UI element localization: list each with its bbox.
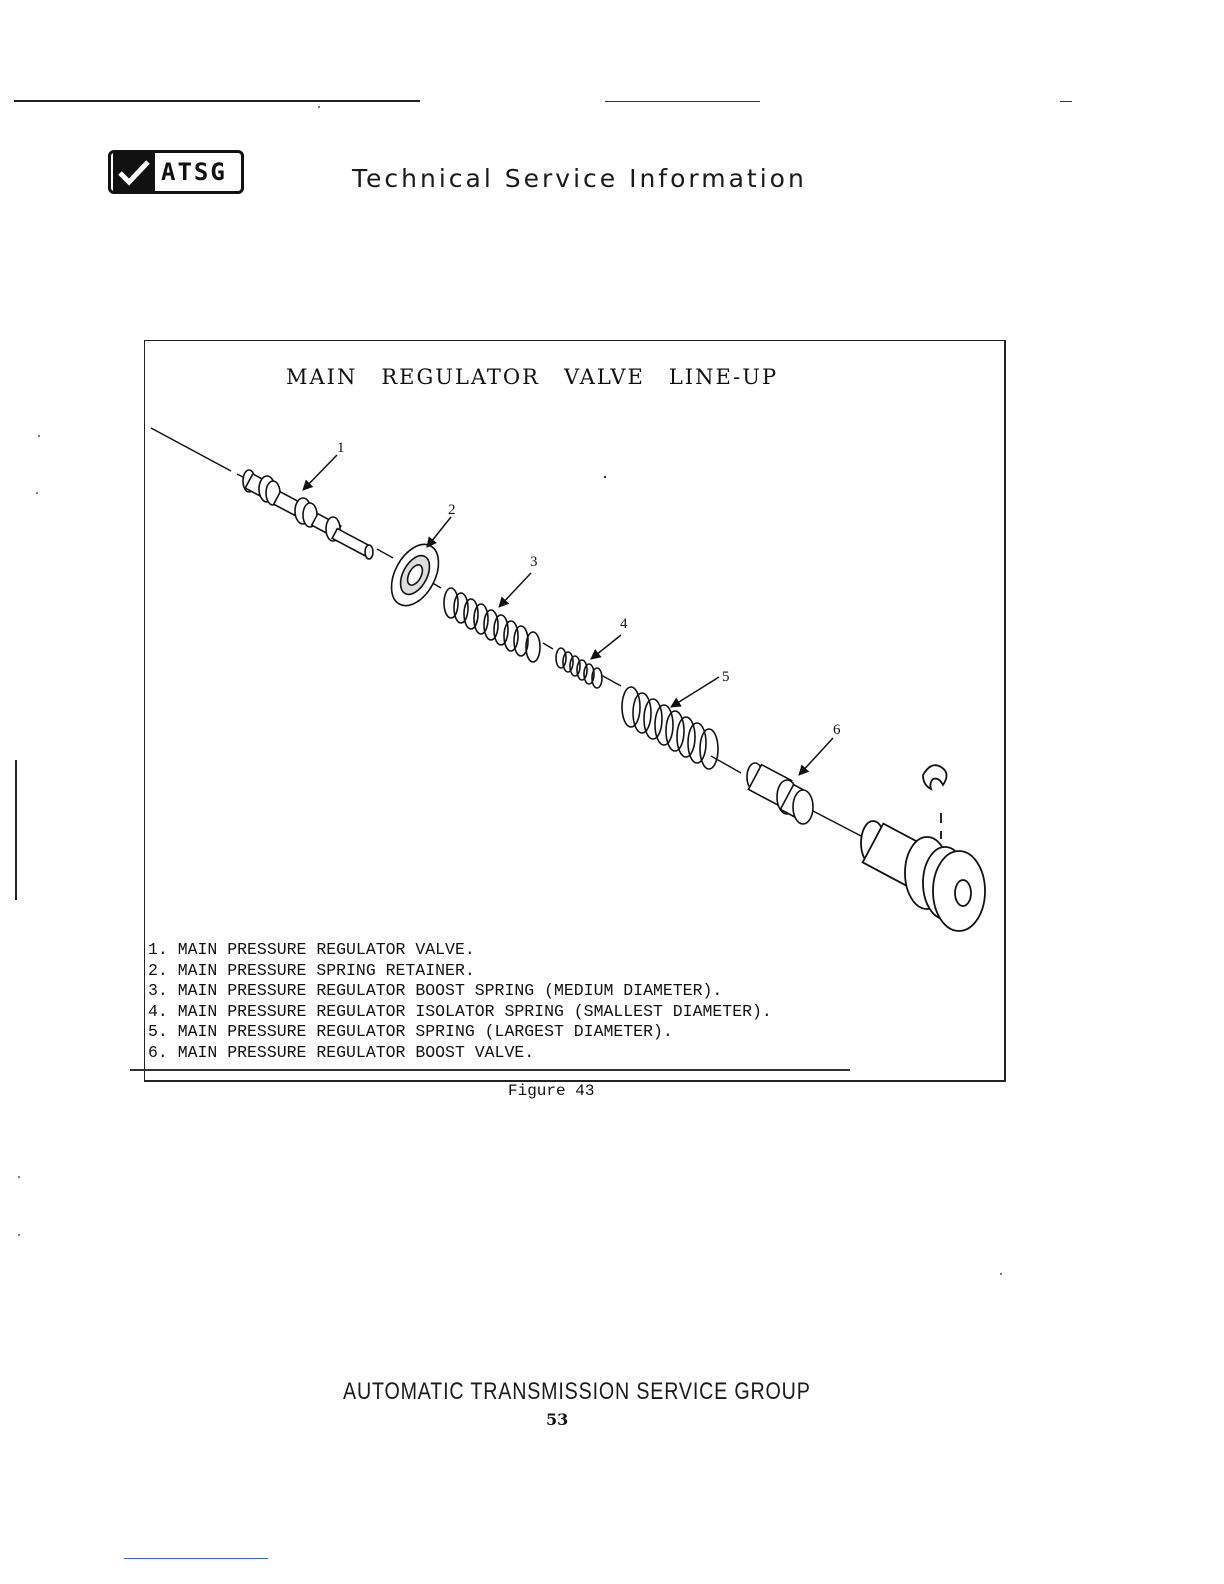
scan-speck — [318, 106, 320, 108]
logo-text: ATSG — [161, 158, 227, 186]
bottom-blue-line — [124, 1558, 268, 1559]
left-margin-mark — [15, 760, 17, 900]
isolator-spring-part — [556, 648, 602, 688]
scan-speck — [18, 1176, 20, 1178]
bore-plug-part — [861, 821, 985, 931]
scan-speck — [1000, 1273, 1002, 1275]
footer-organization: AUTOMATIC TRANSMISSION SERVICE GROUP — [343, 1378, 811, 1405]
header-title: Technical Service Information — [352, 164, 807, 193]
figure-title-word: VALVE — [563, 365, 645, 389]
boost-spring-part — [444, 588, 540, 662]
legend-item: 3. MAIN PRESSURE REGULATOR BOOST SPRING (MEDIUM DIAMETER). — [148, 981, 723, 1000]
atsg-logo — [108, 150, 244, 194]
regulator-spring-part — [622, 687, 718, 769]
callout-number: 3 — [530, 554, 538, 570]
scan-speck — [36, 492, 38, 494]
boost-valve-part — [747, 763, 813, 824]
regulator-valve-part — [243, 470, 373, 559]
figure-caption: Figure 43 — [508, 1082, 595, 1100]
figure-title-word: REGULATOR — [381, 365, 540, 389]
callout-number: 1 — [337, 440, 345, 456]
figure-title-word: MAIN — [286, 365, 358, 389]
callout-number: 6 — [833, 722, 841, 738]
figure-title-word: LINE-UP — [668, 365, 779, 389]
top-rule-left — [14, 100, 420, 102]
parts-legend — [148, 940, 772, 1063]
top-rule-middle — [605, 101, 760, 102]
scan-speck — [38, 435, 40, 437]
legend-item: 5. MAIN PRESSURE REGULATOR SPRING (LARGEST DIAMETER). — [148, 1022, 673, 1041]
callout-arrows — [303, 455, 833, 775]
callout-number: 4 — [620, 616, 628, 632]
scan-speck — [18, 1234, 20, 1236]
legend-item: 2. MAIN PRESSURE SPRING RETAINER. — [148, 960, 475, 980]
retaining-clip-part — [923, 765, 947, 839]
page-number: 53 — [546, 1410, 569, 1429]
spring-retainer-part — [382, 536, 448, 613]
callout-number: 5 — [722, 669, 730, 685]
legend-item: 6. MAIN PRESSURE REGULATOR BOOST VALVE. — [148, 1042, 535, 1062]
legend-item: 4. MAIN PRESSURE REGULATOR ISOLATOR SPRING (SMALLEST DIAMETER). — [148, 1001, 772, 1021]
callout-number: 2 — [448, 502, 456, 518]
exploded-view-diagram — [145, 345, 1005, 935]
top-rule-right — [1060, 101, 1072, 102]
legend-bottom-rule — [130, 1069, 850, 1071]
checkmark-icon — [113, 153, 155, 191]
legend-item: 1. MAIN PRESSURE REGULATOR VALVE. — [148, 940, 475, 959]
